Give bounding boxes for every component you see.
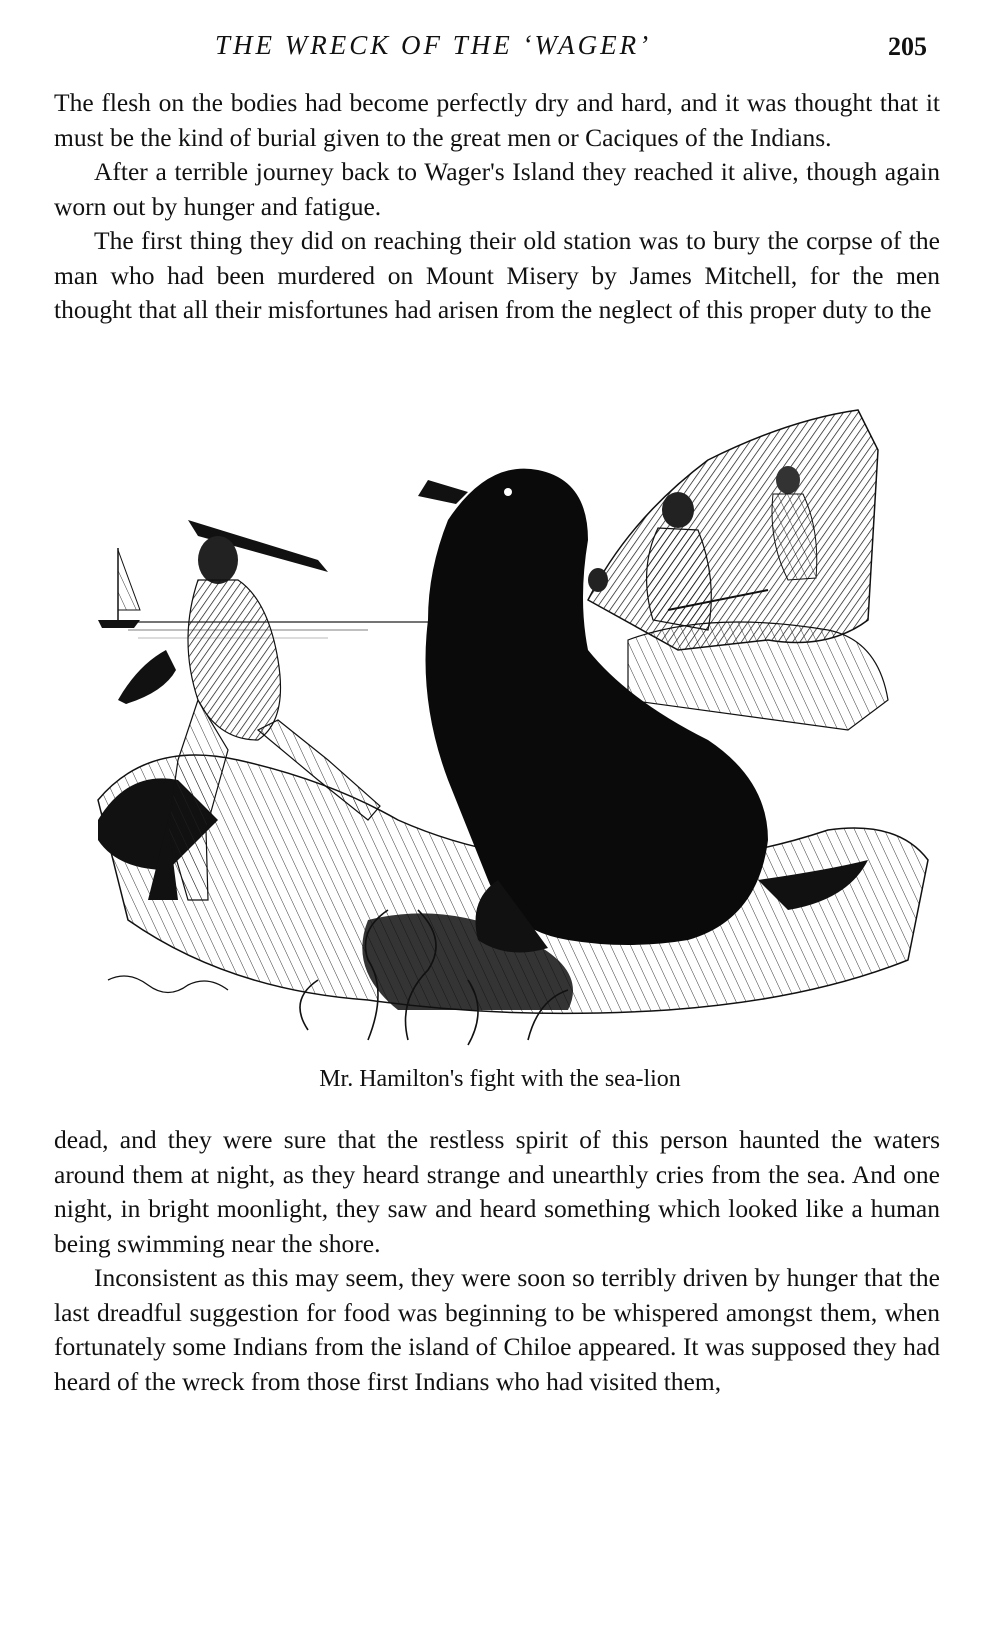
- engraving-illustration: [68, 400, 948, 1060]
- cliff-rocks: [588, 410, 878, 650]
- distant-ship: [98, 548, 140, 628]
- artist-signature: [108, 976, 228, 993]
- paragraph: Inconsistent as this may seem, they were soon so terribly driven by hunger that the last dreadful suggestion for food was beginning to be whispered amongst them, when fortunately some Indians from the island of Chiloe appeared. It was supposed they had heard of the wreck from those first Indians who had visited them,: [54, 1263, 940, 1396]
- paragraph: The flesh on the bodies had become perfectly dry and hard, and it was thought that it must be the kind of burial given to the great men or Caciques of the Indians.: [54, 88, 940, 152]
- page-number: 205: [888, 32, 927, 61]
- sea-lion-fight-engraving: [68, 400, 948, 1060]
- floating-hat: [118, 650, 176, 704]
- illustration-caption: Mr. Hamilton's fight with the sea-lion: [319, 1066, 681, 1092]
- body-text-top: [54, 86, 940, 328]
- paragraph: The first thing they did on reaching their old station was to bury the corpse of the man who had been murdered on Mount Misery by James Mitchell, for the men thought that all their misfortunes had arisen from the neglect of this proper duty to the: [54, 226, 940, 324]
- running-head: [0, 30, 1000, 70]
- running-title: THE WRECK OF THE ‘WAGER’: [215, 30, 652, 60]
- paragraph: After a terrible journey back to Wager's Island they reached it alive, though again worn out by hunger and fatigue.: [54, 157, 940, 221]
- paragraph: dead, and they were sure that the restless spirit of this person haunted the waters around them at night, as they heard strange and unearthly cries from the sea. And one night, in bright moonlight, they saw and heard something which looked like a human being swimming near the shore.: [54, 1125, 940, 1258]
- body-text-bottom: [54, 1123, 940, 1399]
